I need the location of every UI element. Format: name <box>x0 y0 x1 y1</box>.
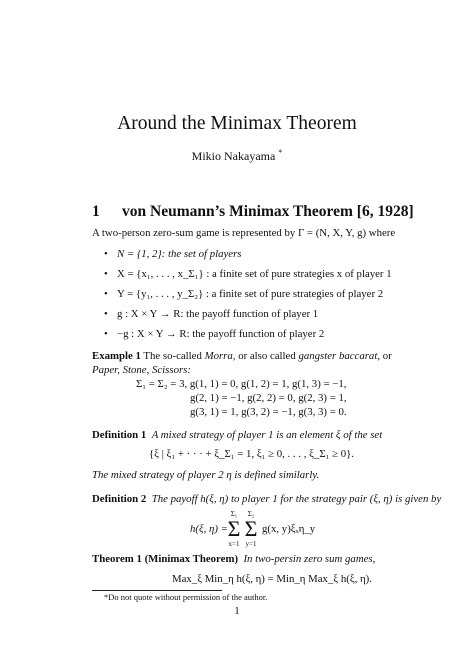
footnote: *Do not quote without permission of the author. <box>104 592 268 602</box>
bullet-icon: • <box>104 268 108 280</box>
footnote-rule <box>92 590 222 591</box>
definition-2: Definition 2 The payoff h(ξ, η) to player 1 for the strategy pair (ξ, η) is given by <box>92 493 442 505</box>
intro-paragraph: A two-person zero-sum game is represented by Γ = (N, X, Y, g) where <box>92 227 396 239</box>
page-number: 1 <box>234 605 240 617</box>
author-line <box>0 148 474 164</box>
formula-lhs: h(ξ, η) = <box>190 523 228 535</box>
example-label: Example 1 <box>92 350 141 362</box>
mixed-strategy-set: {ξ | ξ₁ + · · · + ξ_Σ₁ = 1, ξ₁ ≥ 0, . . . , ξ_Σ₁ ≥ 0}. <box>149 448 354 460</box>
section-title: von Neumann’s Minimax Theorem [6, 1928] <box>122 203 414 220</box>
bullet-icon: • <box>104 328 108 340</box>
payoff-equation-line-1: Σ₁ = Σ₂ = 3, g(1, 1) = 0, g(1, 2) = 1, g(1, 3) = −1, <box>136 378 347 390</box>
minimax-formula: Max_ξ Min_η h(ξ, η) = Min_η Max_ξ h(ξ, η). <box>172 573 372 585</box>
example-paragraph: Example 1 The so-called Morra, or also called gangster baccarat, or Paper, Stone, Scissors: <box>92 350 392 376</box>
author-name: Mikio Nakayama <box>191 149 276 163</box>
summation-icon: Σ <box>244 516 258 541</box>
definition-1-label: Definition 1 <box>92 429 147 441</box>
paper-title: Around the Minimax Theorem <box>117 113 357 134</box>
section-heading <box>92 203 414 221</box>
summation-icon: Σ <box>227 516 241 541</box>
definition-1: Definition 1 A mixed strategy of player 1 is an element ξ of the set <box>92 429 383 441</box>
payoff-equation-line-2: g(2, 1) = −1, g(2, 2) = 0, g(2, 3) = 1, <box>190 392 347 404</box>
bullet-icon: • <box>104 288 108 300</box>
author-footnote-mark: * <box>278 148 283 157</box>
bullet-icon: • <box>104 248 108 260</box>
definition-2-label: Definition 2 <box>92 493 147 505</box>
theorem-1: Theorem 1 (Minimax Theorem) In two-persin zero sum games, <box>92 553 376 565</box>
payoff-equation-line-3: g(3, 1) = 1, g(3, 2) = −1, g(3, 3) = 0. <box>190 406 347 418</box>
sum-x: Σ₁ Σ x=1 <box>227 510 241 548</box>
definition-1-note: The mixed strategy of player 2 η is defined similarly. <box>92 469 320 481</box>
sum-y: Σ₂ Σ y=1 <box>244 510 258 548</box>
payoff-formula <box>0 510 474 554</box>
theorem-1-label: Theorem 1 (Minimax Theorem) <box>92 553 239 565</box>
section-number: 1 <box>92 203 100 220</box>
bullet-icon: • <box>104 308 108 320</box>
formula-rhs: g(x, y)ξₓη_y <box>262 523 316 535</box>
